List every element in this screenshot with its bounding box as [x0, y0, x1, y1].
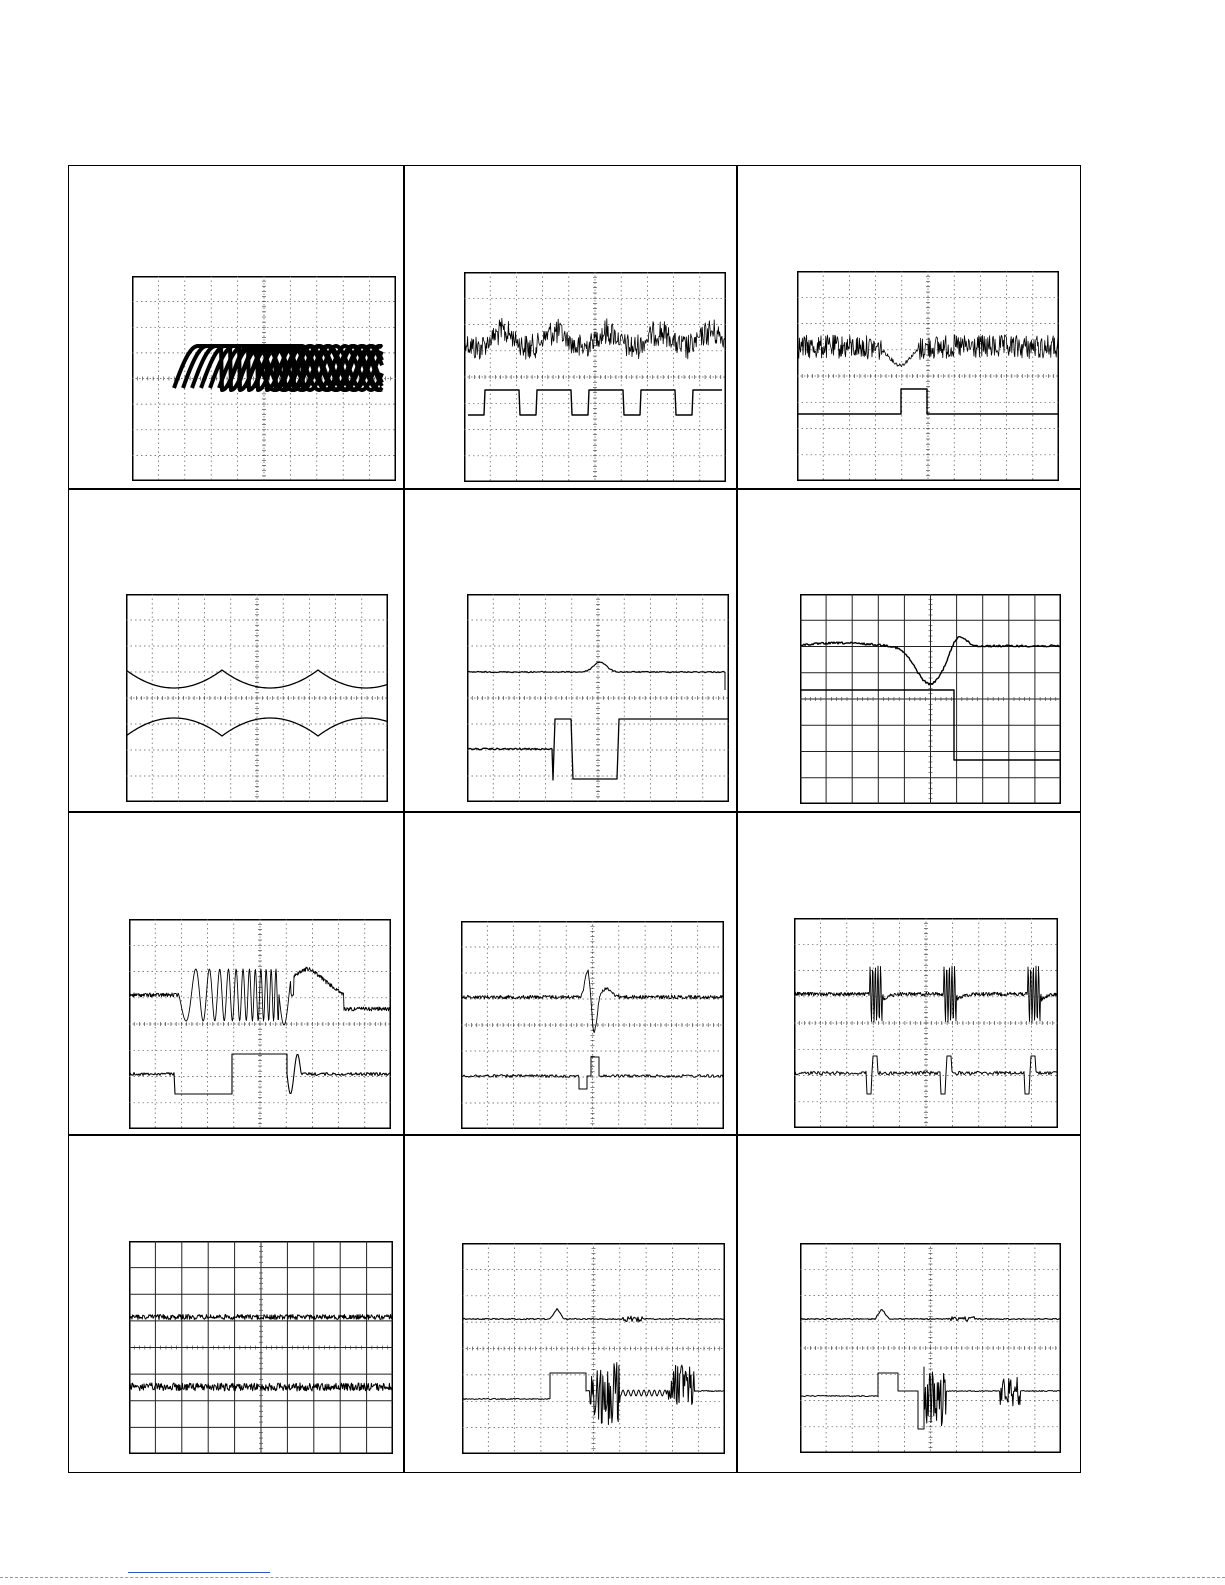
- graticule: [467, 594, 729, 802]
- footer-link-underline[interactable]: [128, 1572, 270, 1573]
- scope-trace-r4c3: [800, 1243, 1061, 1453]
- row-divider: [69, 811, 1080, 813]
- graticule: [464, 272, 726, 482]
- scope-trace-r4c2: [462, 1243, 725, 1454]
- graticule: [800, 594, 1061, 804]
- graticule: [797, 271, 1059, 481]
- scope-trace-r1c3: [797, 271, 1059, 481]
- graticule: [129, 919, 391, 1129]
- scope-trace-r4c1: [129, 1241, 393, 1454]
- graticule: [462, 1243, 725, 1454]
- page-bottom-rule: [0, 1577, 1225, 1578]
- graticule: [126, 594, 388, 802]
- graticule: [129, 1241, 393, 1454]
- scope-trace-r1c2: [464, 272, 726, 482]
- scope-trace-r2c3: [800, 594, 1061, 804]
- scope-trace-r3c2: [461, 921, 724, 1129]
- graticule: [794, 918, 1058, 1128]
- scope-trace-r1c1: [132, 276, 396, 481]
- scope-trace-r3c3: [794, 918, 1058, 1128]
- row-divider: [69, 1134, 1080, 1136]
- scope-trace-r3c1: [129, 919, 391, 1129]
- scope-trace-r2c2: [467, 594, 729, 802]
- scope-trace-r2c1: [126, 594, 388, 802]
- column-divider: [403, 166, 405, 1472]
- row-divider: [69, 488, 1080, 490]
- column-divider: [736, 166, 738, 1472]
